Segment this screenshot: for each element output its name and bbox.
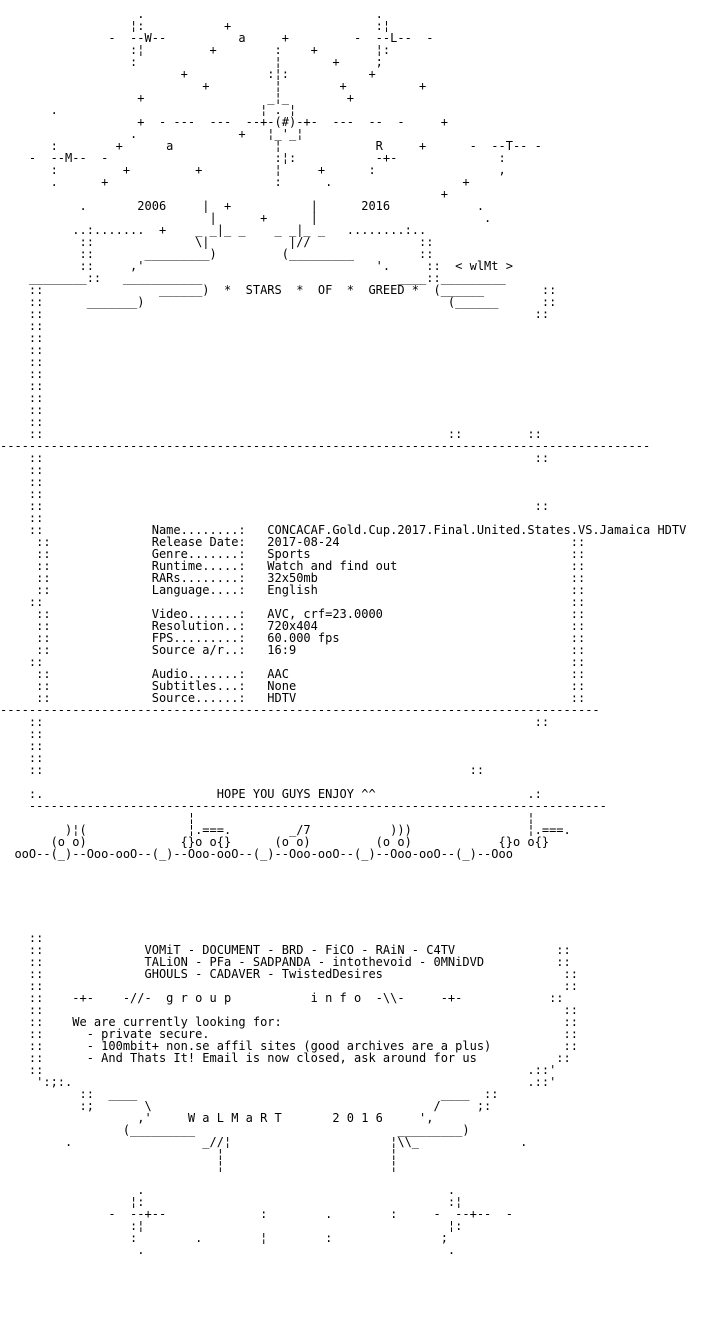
nfo-line: :: Source......: HDTV :: bbox=[0, 691, 586, 705]
nfo-line: . . bbox=[0, 1183, 456, 1197]
nfo-line: :: .::' bbox=[0, 1063, 557, 1077]
nfo-line: :: Audio.......: AAC :: bbox=[0, 667, 586, 681]
nfo-line: :: -+- -//- g r o u p i n f o -\\- -+- :: bbox=[0, 991, 564, 1005]
nfo-line: :: ,' '. :: < wlMt > bbox=[0, 259, 513, 273]
nfo-line: . + : . + bbox=[0, 175, 470, 189]
nfo-line: :: We are currently looking for: :: bbox=[0, 1015, 578, 1029]
nfo-line: : . ¦ : ; bbox=[0, 1231, 448, 1245]
nfo-line: :: GHOULS - CADAVER - TwistedDesires :: bbox=[0, 967, 578, 981]
nfo-line: : ¦ + ; bbox=[0, 55, 383, 69]
nfo-line: :: - And Thats It! Email is now closed, ask around for us :: bbox=[0, 1051, 571, 1065]
nfo-line: . _//¦ ¦\\_ . bbox=[0, 1135, 528, 1149]
nfo-line: :: bbox=[0, 511, 44, 525]
nfo-line: ,' W a L M a R T 2 0 1 6 ', bbox=[0, 1111, 434, 1125]
nfo-line: :: bbox=[0, 739, 44, 753]
nfo-line: )¦( ¦.===. _/7 ))) ¦.===. bbox=[0, 823, 571, 837]
nfo-line: ¦: + :¦ bbox=[0, 19, 391, 33]
nfo-line: :: :: bbox=[0, 979, 578, 993]
nfo-line: :: \| |// :: bbox=[0, 235, 434, 249]
nfo-line: :: ______) * STARS * OF * GREED * (______ :: bbox=[0, 283, 557, 297]
nfo-line: ----------------------------------------------------------------------------------- bbox=[0, 703, 600, 717]
nfo-line: -------------------------------------------------------------------------------- bbox=[0, 799, 607, 813]
nfo-line: + bbox=[0, 187, 448, 201]
nfo-line: | + | . bbox=[0, 211, 492, 225]
nfo-line: :: bbox=[0, 367, 44, 381]
nfo-line: :: bbox=[0, 343, 44, 357]
nfo-line: :: TALiON - PFa - SADPANDA - intothevoid - 0MNiDVD :: bbox=[0, 955, 571, 969]
nfo-line: :: bbox=[0, 319, 44, 333]
nfo-line: ¦ ¦ bbox=[0, 1159, 398, 1173]
nfo-line: :: Resolution..: 720x404 :: bbox=[0, 619, 586, 633]
nfo-line: :: Name........: CONCACAF.Gold.Cup.2017.Final.United.States.VS.Jamaica HDTV bbox=[0, 523, 687, 537]
nfo-line: :: bbox=[0, 379, 44, 393]
nfo-line: :¦ ¦: bbox=[0, 1219, 463, 1233]
nfo-line: :. HOPE YOU GUYS ENJOY ^^ .: bbox=[0, 787, 542, 801]
nfo-line: ________:: ___________ ____::_________ bbox=[0, 271, 506, 285]
nfo-line: . . bbox=[0, 1243, 456, 1257]
nfo-line: :; \ / ;: bbox=[0, 1099, 492, 1113]
nfo-line: - --M-- - :¦: -+- : bbox=[0, 151, 506, 165]
nfo-line: + :¦: + bbox=[0, 67, 376, 81]
nfo-line: ¦ ¦ bbox=[0, 811, 535, 825]
nfo-line: :: bbox=[0, 751, 44, 765]
nfo-line: :: ____ ____ :: bbox=[0, 1087, 499, 1101]
nfo-line: :: VOMiT - DOCUMENT - BRD - FiCO - RAiN - C4TV :: bbox=[0, 943, 571, 957]
nfo-line: ¦: :¦ bbox=[0, 1195, 463, 1209]
nfo-line: :: :: :: bbox=[0, 427, 542, 441]
nfo-line: :: Subtitles...: None :: bbox=[0, 679, 586, 693]
nfo-line: ooO--(_)--Ooo-ooO--(_)--Ooo-ooO--(_)--Ooo-ooO--(_)--Ooo-ooO--(_)--Ooo bbox=[0, 847, 513, 861]
nfo-line: :: :: bbox=[0, 715, 550, 729]
nfo-line: - --+-- : . : - --+-- - bbox=[0, 1207, 513, 1221]
nfo-line: :: bbox=[0, 931, 44, 945]
nfo-line: - --W-- a + - --L-- - bbox=[0, 31, 434, 45]
nfo-line: :: bbox=[0, 331, 44, 345]
nfo-line: + ¦ + + bbox=[0, 79, 427, 93]
nfo-line: : + a ¦ R + - --T-- - bbox=[0, 139, 542, 153]
nfo-line: : + + ¦ + : , bbox=[0, 163, 506, 177]
nfo-line: :: Runtime.....: Watch and find out :: bbox=[0, 559, 586, 573]
nfo-line: ':;:. .::' bbox=[0, 1075, 557, 1089]
nfo-line: :: :: bbox=[0, 595, 586, 609]
nfo-line: :: bbox=[0, 475, 44, 489]
nfo-line: :: FPS.........: 60.000 fps :: bbox=[0, 631, 586, 645]
nfo-line: :: Language....: English :: bbox=[0, 583, 586, 597]
nfo-line: :: - private secure. :: bbox=[0, 1027, 578, 1041]
nfo-line: (o o) {}o o{} (o o) (o o) {}o o{} bbox=[0, 835, 550, 849]
nfo-line: :: bbox=[0, 487, 44, 501]
nfo-line: :: bbox=[0, 391, 44, 405]
nfo-line: :: :: bbox=[0, 451, 550, 465]
nfo-line: ¦ ¦ bbox=[0, 1147, 398, 1161]
nfo-line: . ¦ . ¦ bbox=[0, 103, 297, 117]
nfo-line: :: _______) (______ :: bbox=[0, 295, 557, 309]
nfo-line: :: Genre.......: Sports :: bbox=[0, 547, 586, 561]
nfo-line: . + ¦_'_¦ bbox=[0, 127, 304, 141]
nfo-line: . . bbox=[0, 7, 383, 21]
nfo-line: :: :: bbox=[0, 307, 550, 321]
nfo-line: :: bbox=[0, 403, 44, 417]
nfo-line: :¦ + : + ¦: bbox=[0, 43, 391, 57]
nfo-line: :: :: bbox=[0, 499, 550, 513]
nfo-line: :: :: bbox=[0, 1003, 578, 1017]
nfo-line: :: Video.......: AVC, crf=23.0000 :: bbox=[0, 607, 586, 621]
nfo-line: . 2006 | + | 2016 . bbox=[0, 199, 485, 213]
nfo-line: :: Source a/r..: 16:9 :: bbox=[0, 643, 586, 657]
nfo-line: (_________ _________) bbox=[0, 1123, 470, 1137]
nfo-line: :: bbox=[0, 355, 44, 369]
nfo-line: + - --- --- --+-(#)-+- --- -- - + bbox=[0, 115, 448, 129]
nfo-line: :: :: bbox=[0, 763, 485, 777]
nfo-line: :: - 100mbit+ non.se affil sites (good archives are a plus) :: bbox=[0, 1039, 578, 1053]
nfo-line: :: Release Date: 2017-08-24 :: bbox=[0, 535, 586, 549]
nfo-line: ------------------------------------------------------------------------------------------ bbox=[0, 439, 651, 453]
nfo-line: ..:....... + _ _|_ _ _ _|_ _ ........:.. bbox=[0, 223, 427, 237]
nfo-line: :: :: bbox=[0, 655, 586, 669]
nfo-line: :: bbox=[0, 415, 44, 429]
nfo-line: :: RARs........: 32x50mb :: bbox=[0, 571, 586, 585]
nfo-line: + _¦_ + bbox=[0, 91, 355, 105]
nfo-line: :: bbox=[0, 463, 44, 477]
nfo-line: :: _________) (_________ :: bbox=[0, 247, 434, 261]
nfo-line: :: bbox=[0, 727, 44, 741]
